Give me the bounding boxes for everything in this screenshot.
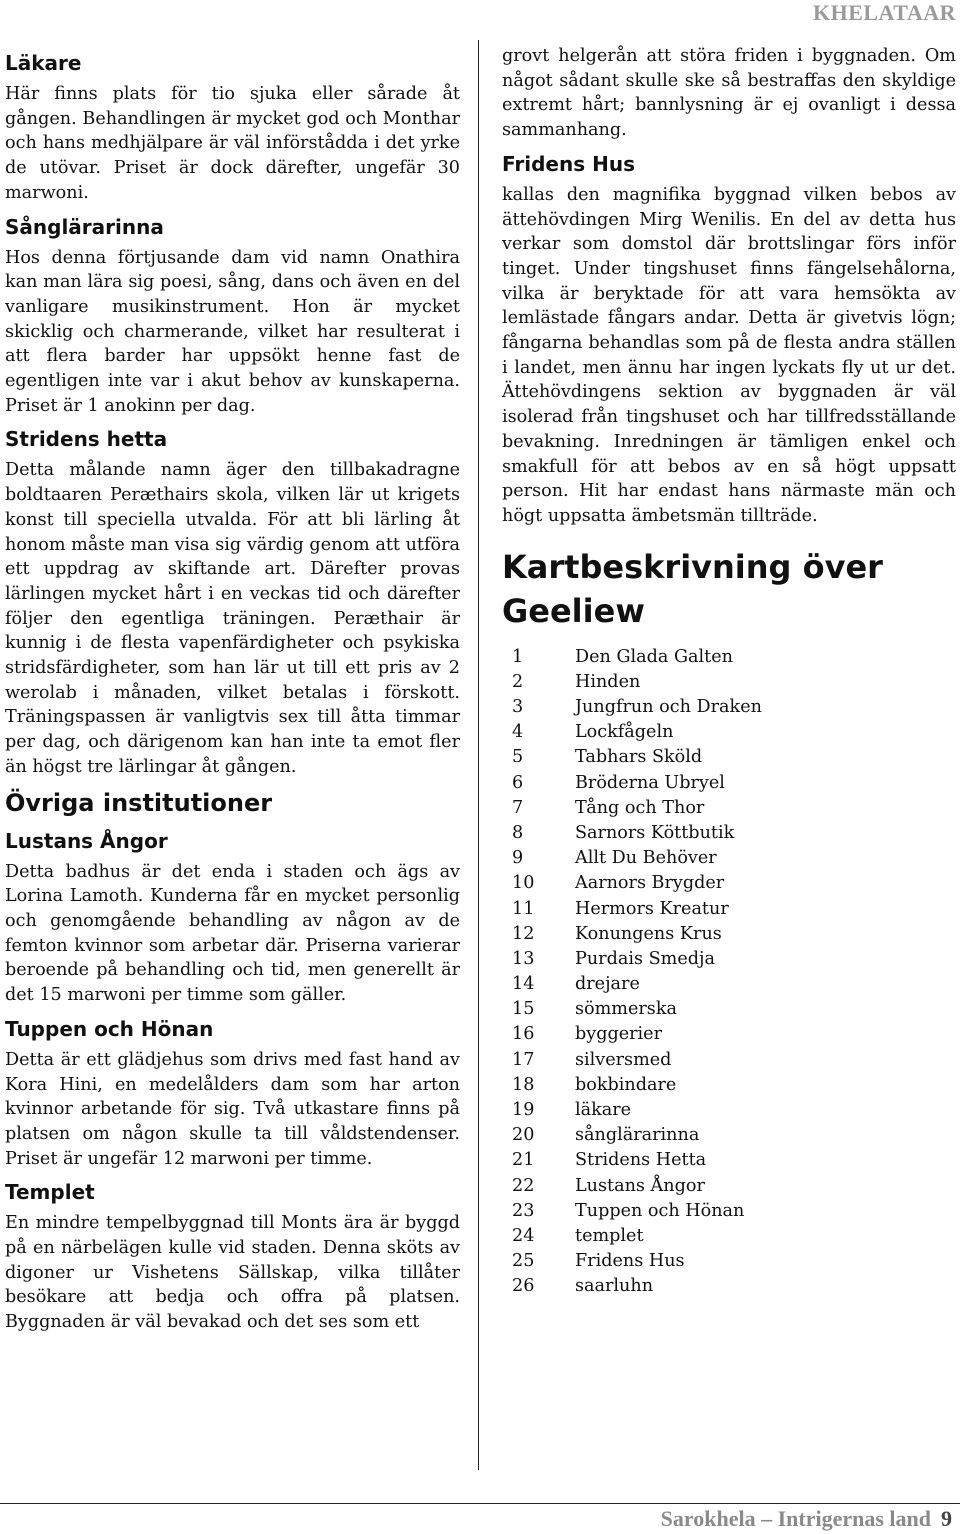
map-legend-item bbox=[502, 947, 956, 972]
text-stridens-hetta: Detta målande namn äger den tillbakadragne boldtaaren Peræthairs skola, vilken lär ut krigets konst till speciella utvalda. För att bli lärling åt honom måste man visa sig värdig genom att utföra ett uppdrag av skiftande art. Därefter provas lärlingen mycket hårt i en veckas tid och därefter följer den egentliga träningen. Peræthair är kunnig i de flesta vapenfärdigheter och psykiska stridsfärdigheter, som han lär ut till ett pris av 2 werolab i månaden, vilket betalas i förskott. Träningspassen är vanligtvis sex till åtta timmar per dag, och därigenom kan han inte ta emot fler än högst tre lärlingar åt gången. bbox=[5, 460, 460, 777]
map-legend-item bbox=[502, 1174, 956, 1199]
map-legend-item bbox=[502, 1098, 956, 1123]
map-legend-item bbox=[502, 1274, 956, 1299]
map-legend-item bbox=[502, 670, 956, 695]
map-legend-number: 5 bbox=[512, 747, 524, 768]
map-legend-name: Bröderna Ubryel bbox=[575, 772, 725, 793]
footer-title: Sarokhela – Intrigernas land bbox=[660, 1506, 931, 1531]
map-legend-number: 15 bbox=[512, 999, 535, 1020]
map-legend-item bbox=[502, 1249, 956, 1274]
map-legend-number: 17 bbox=[512, 1049, 535, 1070]
heading-sanglararinna: Sånglärarinna bbox=[5, 214, 164, 239]
map-legend-number: 20 bbox=[512, 1125, 535, 1146]
section-map-description bbox=[502, 545, 956, 1300]
map-legend-number: 7 bbox=[512, 797, 524, 818]
text-sanglararinna: Hos denna förtjusande dam vid namn Onathira kan man lära sig poesi, sång, dans och även en del vanligare musikinstrument. Hon är mycket skicklig och charmerande, vilket har resulterat i att flera barder har uppsökt henne fast de egentligen inte var i akut behov av kunskaperna. Priset är 1 anokinn per dag. bbox=[5, 247, 460, 416]
heading-templet: Templet bbox=[5, 1180, 95, 1205]
section-stridens-hetta bbox=[5, 426, 460, 779]
map-legend-name: Purdais Smedja bbox=[575, 948, 715, 969]
map-legend-item bbox=[502, 821, 956, 846]
map-legend-name: Tabhars Sköld bbox=[575, 747, 703, 768]
map-legend-item bbox=[502, 771, 956, 796]
map-legend-name: byggerier bbox=[575, 1024, 662, 1045]
map-legend-name: Sarnors Köttbutik bbox=[575, 822, 735, 843]
map-legend-item bbox=[502, 846, 956, 871]
map-legend-name: Tuppen och Hönan bbox=[575, 1200, 745, 1221]
map-legend-number: 19 bbox=[512, 1100, 535, 1121]
map-legend-number: 4 bbox=[512, 722, 524, 743]
map-legend-number: 8 bbox=[512, 822, 524, 843]
footer-rule bbox=[0, 1503, 960, 1504]
map-legend-number: 18 bbox=[512, 1074, 535, 1095]
map-legend-name: Lustans Ångor bbox=[575, 1175, 705, 1196]
heading-map-description: Kartbeskrivning över Geeliew bbox=[502, 547, 883, 630]
heading-ovriga-institutioner: Övriga institutioner bbox=[5, 788, 273, 817]
text-fridens-hus: kallas den magnifika byggnad vilken bebos av ättehövdingen Mirg Wenilis. En del av detta hus verkar som domstol där brottslingar förs inför tinget. Under tingshuset finns fängelsehålorna, vilka är beryktade för att vara hemsökta av lemlästade fångars andar. Detta är givetvis lögn; fångarna behandlas som på de flesta andra ställen i landet, men ännu har ingen lyckats fly ut ur det. Ättehövdingens sektion av byggnaden är väl isolerad från tingshuset och har tillfredsställande bevakning. Inredningen är tämligen enkel och smakfull för att bebos av en så högt uppsatt person. Hit har endast hans närmaste män och högt uppsatta ämbetsmän tillträde. bbox=[502, 184, 956, 526]
map-legend-number: 2 bbox=[512, 671, 524, 692]
map-legend-item bbox=[502, 796, 956, 821]
map-legend-name: Den Glada Galten bbox=[575, 646, 733, 667]
section-lakare bbox=[5, 50, 460, 206]
map-legend-name: Tång och Thor bbox=[575, 797, 705, 818]
map-legend-number: 16 bbox=[512, 1024, 535, 1045]
map-legend-item bbox=[502, 720, 956, 745]
map-legend-number: 10 bbox=[512, 873, 535, 894]
right-column bbox=[502, 44, 956, 1300]
map-legend-item bbox=[502, 1199, 956, 1224]
map-legend-name: Hermors Kreatur bbox=[575, 898, 729, 919]
heading-fridens-hus: Fridens Hus bbox=[502, 151, 635, 176]
left-column bbox=[5, 44, 460, 1343]
map-legend-number: 22 bbox=[512, 1175, 535, 1196]
heading-tuppen-och-honan: Tuppen och Hönan bbox=[5, 1016, 214, 1041]
map-legend-number: 26 bbox=[512, 1276, 535, 1297]
map-legend-item bbox=[502, 1148, 956, 1173]
column-divider bbox=[478, 40, 479, 1470]
text-lakare: Här finns plats för tio sjuka eller sårade åt gången. Behandlingen är mycket god och Monthar och hans medhjälpare är väl införstådda i det yrke de utövar. Priset är dock därefter, ungefär 30 marwoni. bbox=[5, 84, 460, 203]
text-templet-continued: grovt helgerån att störa friden i byggnaden. Om något sådant skulle ske så bestraffas den skyldige extremt hårt; bannlysning är ej ovanligt i dessa sammanhang. bbox=[502, 46, 956, 141]
map-legend-name: Lockfågeln bbox=[575, 722, 674, 743]
map-legend-number: 12 bbox=[512, 923, 535, 944]
page-number: 9 bbox=[941, 1506, 952, 1531]
map-legend-number: 25 bbox=[512, 1251, 535, 1272]
map-legend-number: 6 bbox=[512, 772, 524, 793]
map-legend-number: 1 bbox=[512, 646, 524, 667]
map-legend-name: Allt Du Behöver bbox=[575, 848, 717, 869]
map-legend-name: Konungens Krus bbox=[575, 923, 722, 944]
section-tag: KHELATAAR bbox=[812, 0, 956, 25]
map-legend-name: silversmed bbox=[575, 1049, 672, 1070]
section-templet bbox=[5, 1179, 460, 1335]
map-legend-name: sånglärarinna bbox=[575, 1125, 700, 1146]
map-legend-item bbox=[502, 897, 956, 922]
heading-stridens-hetta: Stridens hetta bbox=[5, 427, 168, 452]
section-tuppen-och-honan bbox=[5, 1016, 460, 1172]
map-legend-item bbox=[502, 922, 956, 947]
map-legend-item bbox=[502, 1022, 956, 1047]
map-legend-name: sömmerska bbox=[575, 999, 677, 1020]
map-legend-name: Jungfrun och Draken bbox=[575, 697, 762, 718]
map-legend-item bbox=[502, 645, 956, 670]
map-legend-number: 23 bbox=[512, 1200, 535, 1221]
map-legend-name: läkare bbox=[575, 1100, 632, 1121]
map-legend-item bbox=[502, 1224, 956, 1249]
map-legend-name: Aarnors Brygder bbox=[575, 873, 725, 894]
map-legend-name: saarluhn bbox=[575, 1276, 654, 1297]
section-fridens-hus bbox=[502, 151, 956, 529]
map-legend-number: 21 bbox=[512, 1150, 535, 1171]
map-legend-name: Hinden bbox=[575, 671, 641, 692]
map-legend-name: Stridens Hetta bbox=[575, 1150, 707, 1171]
map-legend-list bbox=[502, 645, 956, 1300]
map-legend-item bbox=[502, 1073, 956, 1098]
heading-lustans-angor: Lustans Ångor bbox=[5, 828, 168, 853]
map-legend-number: 3 bbox=[512, 697, 524, 718]
heading-lakare: Läkare bbox=[5, 51, 82, 75]
map-legend-number: 9 bbox=[512, 848, 524, 869]
text-tuppen-och-honan: Detta är ett glädjehus som drivs med fast hand av Kora Hini, en medelålders dam som har arton kvinnor arbetande för sig. Två utkastare finns på platsen om någon skulle ta till våldstendenser. Priset är ungefär 12 marwoni per timme. bbox=[5, 1049, 460, 1169]
section-sanglararinna bbox=[5, 214, 460, 419]
page-footer bbox=[661, 1506, 952, 1532]
text-templet: En mindre tempelbyggnad till Monts ära är byggd på en närbelägen kulle vid staden. Denna sköts av digoner ur Vishetens Sällskap, vilka tillåter besökare att bedja och offra på platsen. Byggnaden är väl bevakad och det ses som ett bbox=[5, 1213, 460, 1333]
map-legend-name: templet bbox=[575, 1225, 644, 1246]
text-lustans-angor: Detta badhus är det enda i staden och ägs av Lorina Lamoth. Kunderna får en mycket personlig och genomgående behandling av någon av de femton kvinnor som arbetar där. Priserna varierar beroende på behandling och tid, men generellt är det 15 marwoni per timme som gäller. bbox=[5, 861, 460, 1006]
map-legend-number: 24 bbox=[512, 1225, 535, 1246]
map-legend-item bbox=[502, 1123, 956, 1148]
map-legend-number: 11 bbox=[512, 898, 535, 919]
map-legend-item bbox=[502, 745, 956, 770]
map-legend-item bbox=[502, 1048, 956, 1073]
map-legend-item bbox=[502, 695, 956, 720]
map-legend-item bbox=[502, 997, 956, 1022]
section-lustans-angor bbox=[5, 828, 460, 1008]
map-legend-name: drejare bbox=[575, 974, 640, 995]
map-legend-name: bokbindare bbox=[575, 1074, 677, 1095]
map-legend-number: 13 bbox=[512, 948, 535, 969]
map-legend-number: 14 bbox=[512, 974, 535, 995]
map-legend-name: Fridens Hus bbox=[575, 1251, 685, 1272]
map-legend-item bbox=[502, 871, 956, 896]
map-legend-item bbox=[502, 972, 956, 997]
